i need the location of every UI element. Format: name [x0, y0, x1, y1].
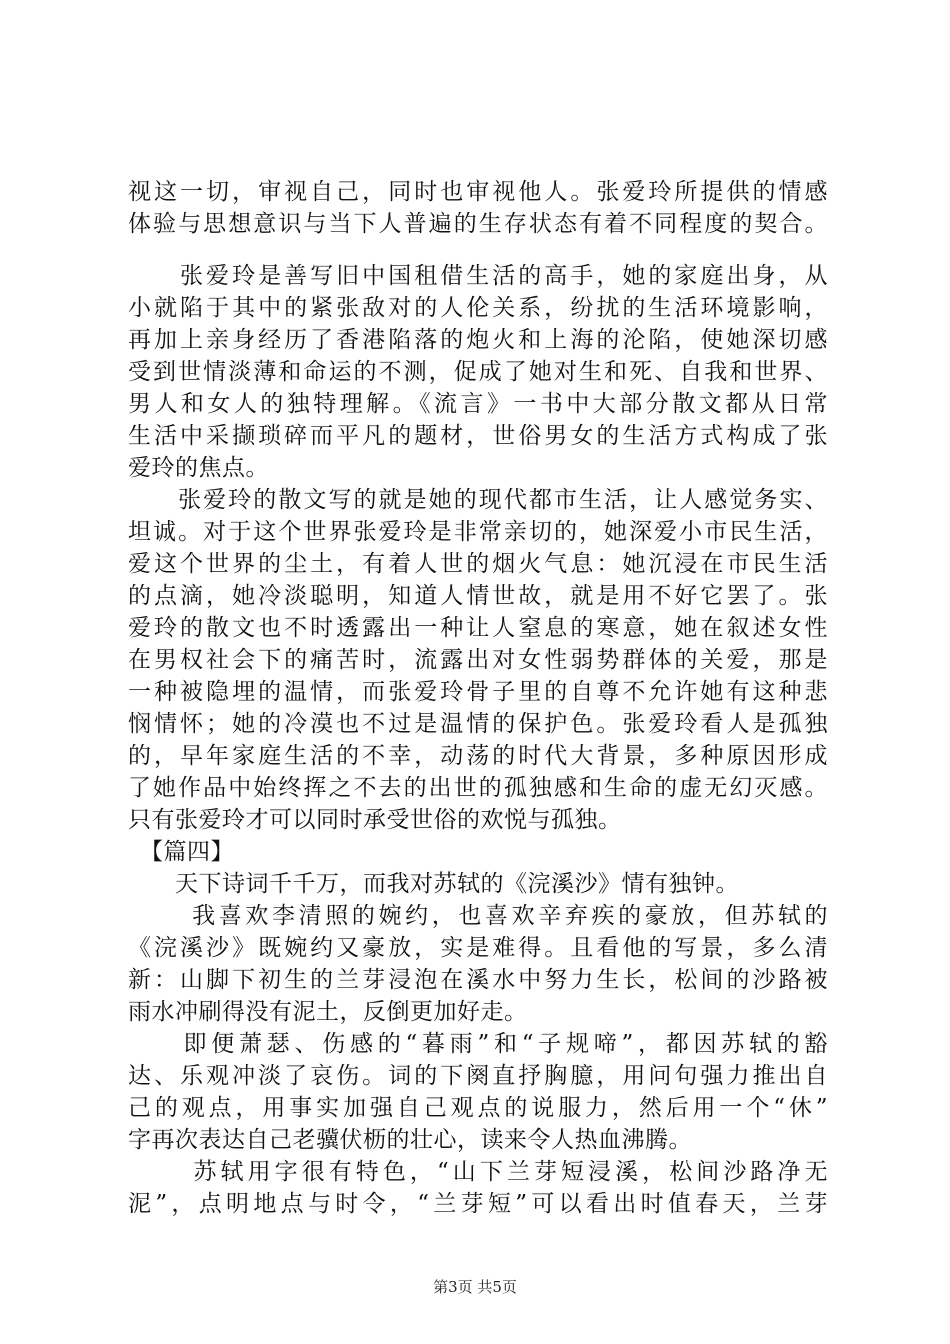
- text-line: 张爱玲的散文写的就是她的现代都市生活，让人感觉务实、: [128, 487, 828, 513]
- text-line: 视这一切，审视自己，同时也审视他人。张爱玲所提供的情感: [128, 179, 828, 205]
- text-line: 坦诚。对于这个世界张爱玲是非常亲切的，她深爱小市民生活，: [128, 519, 828, 545]
- text-line: 《浣溪沙》既婉约又豪放，实是难得。且看他的写景，多么清: [128, 935, 828, 961]
- text-line: 在男权社会下的痛苦时，流露出对女性弱势群体的关爱，那是: [128, 647, 828, 673]
- text-line: 我喜欢李清照的婉约，也喜欢辛弃疾的豪放，但苏轼的: [128, 903, 828, 929]
- text-line: 爱玲的散文也不时透露出一种让人窒息的寒意，她在叙述女性: [128, 615, 828, 641]
- text-line: 新：山脚下初生的兰芽浸泡在溪水中努力生长，松间的沙路被: [128, 967, 828, 993]
- text-line: 受到世情淡薄和命运的不测，促成了她对生和死、自我和世界、: [128, 359, 828, 385]
- text-line: 爱玲的焦点。: [128, 455, 269, 481]
- text-line: 达、乐观冲淡了哀伤。词的下阕直抒胸臆，用问句强力推出自: [128, 1063, 828, 1089]
- text-line: 小就陷于其中的紧张敌对的人伦关系，纷扰的生活环境影响，: [128, 295, 828, 321]
- text-line: 字再次表达自己老骥伏枥的壮心，读来令人热血沸腾。: [128, 1127, 692, 1153]
- text-line: 的点滴，她冷淡聪明，知道人情世故，就是用不好它罢了。张: [128, 583, 828, 609]
- text-line: 悯情怀；她的冷漠也不过是温情的保护色。张爱玲看人是孤独: [128, 711, 828, 737]
- text-line: 生活中采撷琐碎而平凡的题材，世俗男女的生活方式构成了张: [128, 423, 828, 449]
- text-line: 男人和女人的独特理解。《流言》一书中大部分散文都从日常: [128, 391, 828, 417]
- text-line: 再加上亲身经历了香港陷落的炮火和上海的沦陷，使她深切感: [128, 327, 828, 353]
- page-number-label: 第3页 共5页: [433, 1278, 517, 1296]
- text-line: 即便萧瑟、伤感的“暮雨”和“子规啼”，都因苏轼的豁: [128, 1031, 828, 1057]
- section-heading: 【篇四】: [128, 839, 234, 865]
- text-line: 泥”，点明地点与时令，“兰芽短”可以看出时值春天，兰芽: [128, 1191, 828, 1217]
- text-line: 己的观点，用事实加强自己观点的说服力，然后用一个“休”: [128, 1095, 828, 1121]
- text-line: 一种被隐埋的温情，而张爱玲骨子里的自尊不允许她有这种悲: [128, 679, 828, 705]
- text-line: 的，早年家庭生活的不幸，动荡的时代大背景，多种原因形成: [128, 743, 828, 769]
- text-line: 爱这个世界的尘土，有着人世的烟火气息：她沉浸在市民生活: [128, 551, 828, 577]
- text-line: 只有张爱玲才可以同时承受世俗的欢悦与孤独。: [128, 807, 622, 833]
- page-footer: [0, 1277, 950, 1297]
- body-text: [128, 176, 828, 1220]
- paragraph-gap: [128, 240, 828, 260]
- text-line: 体验与思想意识与当下人普遍的生存状态有着不同程度的契合。: [128, 211, 828, 237]
- text-line: 天下诗词千千万，而我对苏轼的《浣溪沙》情有独钟。: [128, 871, 739, 897]
- text-line: 了她作品中始终挥之不去的出世的孤独感和生命的虚无幻灭感。: [128, 775, 828, 801]
- text-line: 张爱玲是善写旧中国租借生活的高手，她的家庭出身，从: [128, 263, 828, 289]
- text-line: 苏轼用字很有特色，“山下兰芽短浸溪，松间沙路净无: [128, 1159, 828, 1185]
- text-line: 雨水冲刷得没有泥土，反倒更加好走。: [128, 999, 528, 1025]
